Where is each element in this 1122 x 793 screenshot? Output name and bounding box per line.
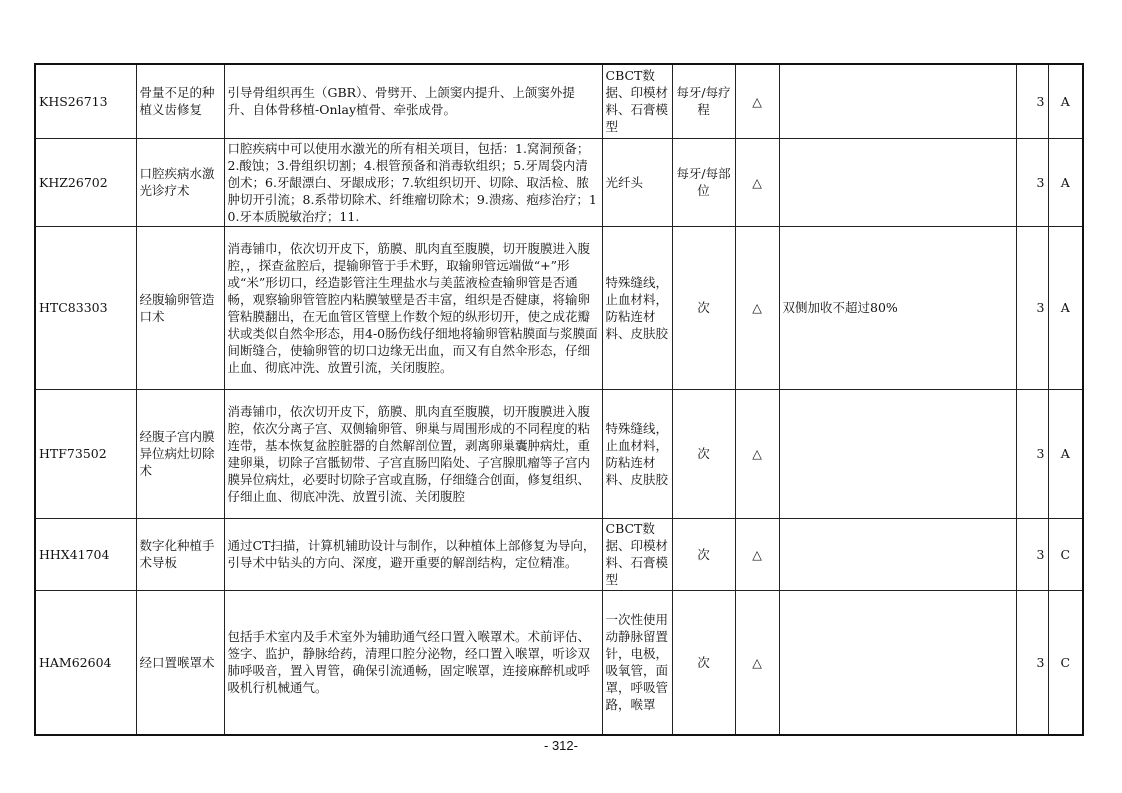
item-note: [779, 64, 1016, 138]
item-symbol: △: [735, 64, 779, 138]
item-unit: 每牙/每疗程: [672, 64, 735, 138]
item-category: C: [1048, 518, 1083, 590]
item-name: 经腹子宫内膜异位病灶切除术: [136, 389, 224, 518]
item-level: 3: [1016, 590, 1048, 735]
table-row: [35, 138, 1083, 226]
item-name: 经腹输卵管造口术: [136, 226, 224, 389]
item-code: HHX41704: [35, 518, 136, 590]
item-category: A: [1048, 64, 1083, 138]
item-unit: 次: [672, 226, 735, 389]
item-unit: 次: [672, 518, 735, 590]
table-row: [35, 590, 1083, 735]
item-category: C: [1048, 590, 1083, 735]
item-materials: CBCT数据、印模材料、石膏模型: [602, 64, 672, 138]
item-code: KHS26713: [35, 64, 136, 138]
item-materials: 一次性使用动静脉留置针，电极，吸氧管，面罩，呼吸管路，喉罩: [602, 590, 672, 735]
fee-table: [34, 63, 1084, 736]
item-name: 经口置喉罩术: [136, 590, 224, 735]
item-unit: 次: [672, 590, 735, 735]
page-number: - 312-: [544, 738, 578, 753]
item-materials: 特殊缝线，止血材料，防粘连材料、皮肤胶: [602, 389, 672, 518]
item-level: 3: [1016, 518, 1048, 590]
item-description: 引导骨组织再生（GBR）、骨劈开、上颌窦内提升、上颌窦外提升、自体骨移植-Onlay植骨、牵张成骨。: [224, 64, 602, 138]
item-level: 3: [1016, 389, 1048, 518]
item-name: 骨量不足的种植义齿修复: [136, 64, 224, 138]
item-category: A: [1048, 138, 1083, 226]
table-row: [35, 518, 1083, 590]
item-symbol: △: [735, 226, 779, 389]
item-code: HTC83303: [35, 226, 136, 389]
item-level: 3: [1016, 64, 1048, 138]
item-unit: 每牙/每部位: [672, 138, 735, 226]
item-note: [779, 518, 1016, 590]
item-description: 包括手术室内及手术室外为辅助通气经口置入喉罩术。术前评估、签字、监护，静脉给药，清理口腔分泌物，经口置入喉罩，听诊双肺呼吸音，置入胃管，确保引流通畅，固定喉罩，连接麻醉机或呼吸机行机械通气。: [224, 590, 602, 735]
item-note: 双侧加收不超过80%: [779, 226, 1016, 389]
item-symbol: △: [735, 518, 779, 590]
item-materials: 特殊缝线，止血材料，防粘连材料、皮肤胶: [602, 226, 672, 389]
item-description: 消毒铺巾，依次切开皮下，筋膜、肌肉直至腹膜，切开腹膜进入腹腔，，探查盆腔后，提输卵管于手术野，取输卵管远端做“+”形或“米”形切口，经造影管注生理盐水与美蓝液检查输卵管是否通畅，观察输卵管管腔内粘膜皱壁是否丰富，组织是否健康，将输卵管粘膜翻出，在无血管区管壁上作数个短的纵形切开，使之成花瓣状或类似自然伞形态，用4-0肠伤线仔细地将输卵管粘膜面与浆膜面间断缝合，使输卵管的切口边缘无出血，而又有自然伞形态，仔细止血、彻底冲洗、放置引流，关闭腹腔。: [224, 226, 602, 389]
item-note: [779, 590, 1016, 735]
item-symbol: △: [735, 590, 779, 735]
item-category: A: [1048, 389, 1083, 518]
item-name: 口腔疾病水激光诊疗术: [136, 138, 224, 226]
table-row: [35, 64, 1083, 138]
item-symbol: △: [735, 138, 779, 226]
item-symbol: △: [735, 389, 779, 518]
item-category: A: [1048, 226, 1083, 389]
item-level: 3: [1016, 138, 1048, 226]
item-level: 3: [1016, 226, 1048, 389]
item-note: [779, 389, 1016, 518]
item-description: 通过CT扫描，计算机辅助设计与制作，以种植体上部修复为导向，引导术中钻头的方向、深度，避开重要的解剖结构，定位精准。: [224, 518, 602, 590]
item-code: HAM62604: [35, 590, 136, 735]
item-code: HTF73502: [35, 389, 136, 518]
table-row: [35, 226, 1083, 389]
item-code: KHZ26702: [35, 138, 136, 226]
item-note: [779, 138, 1016, 226]
item-materials: CBCT数据、印模材料、石膏模型: [602, 518, 672, 590]
item-materials: 光纤头: [602, 138, 672, 226]
item-description: 消毒铺巾，依次切开皮下，筋膜、肌肉直至腹膜，切开腹膜进入腹腔，依次分离子宫、双侧输卵管、卵巢与周围形成的不同程度的粘连带，基本恢复盆腔脏器的自然解剖位置，剥离卵巢囊肿病灶，重建卵巢，切除子宫骶韧带、子宫直肠凹陷处、子宫腺肌瘤等子宫内膜异位病灶，必要时切除子宫或直肠，仔细缝合创面，修复组织、仔细止血、彻底冲洗、放置引流、关闭腹腔: [224, 389, 602, 518]
table-row: [35, 389, 1083, 518]
item-unit: 次: [672, 389, 735, 518]
item-description: 口腔疾病中可以使用水激光的所有相关项目，包括：1.窝洞预备；2.酸蚀；3.骨组织切割；4.根管预备和消毒软组织；5.牙周袋内清创术；6.牙龈漂白、牙龈成形；7.软组织切开、切除、取活检、脓肿切开引流；8.系带切除术、纤维瘤切除术；9.溃疡、疱疹治疗；10.牙本质脱敏治疗；11.: [224, 138, 602, 226]
item-name: 数字化种植手术导板: [136, 518, 224, 590]
